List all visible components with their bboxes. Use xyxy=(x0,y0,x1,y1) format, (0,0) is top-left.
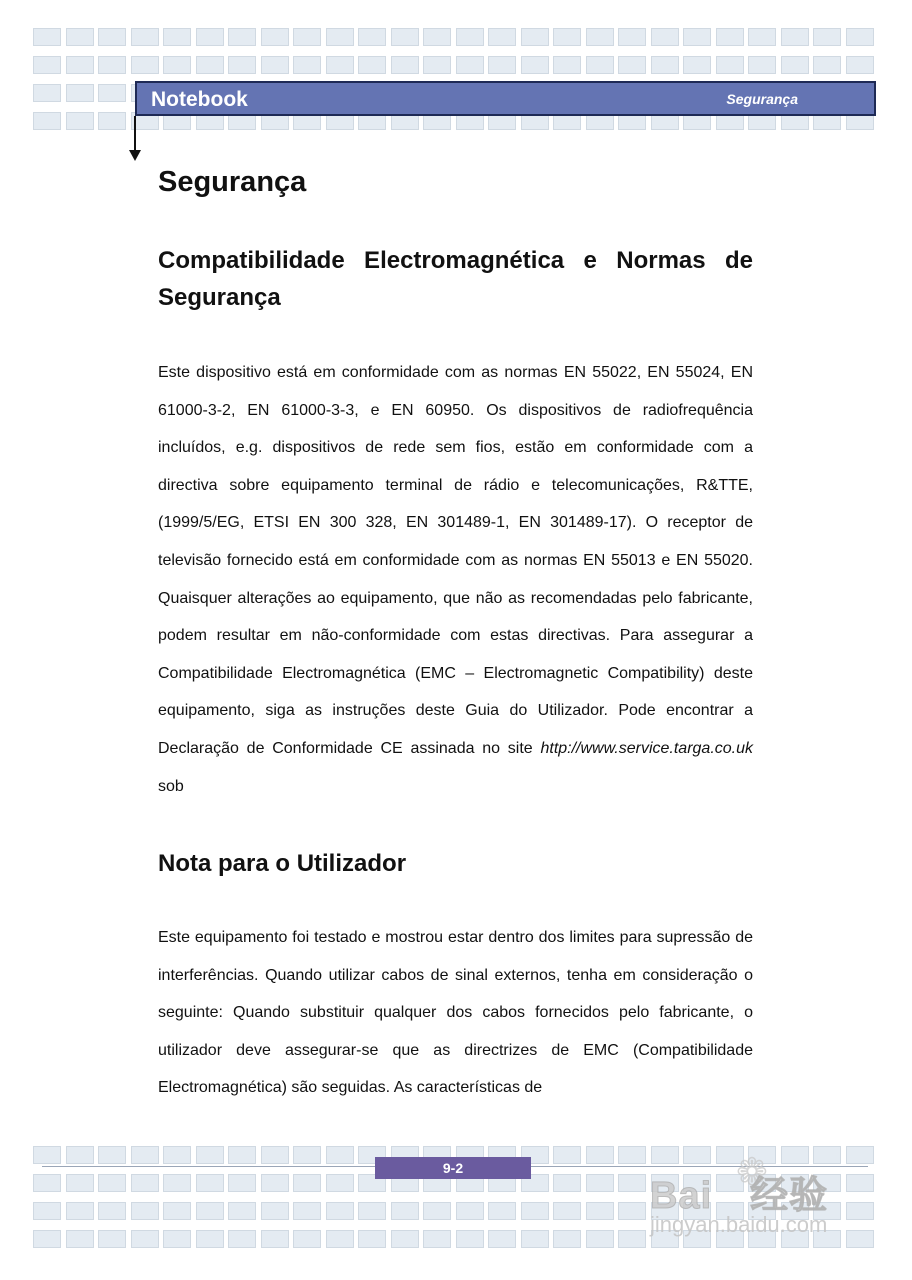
grid-tile xyxy=(456,1230,484,1248)
page-number-badge: 9-2 xyxy=(375,1157,531,1179)
grid-tile xyxy=(163,1174,191,1192)
grid-tile xyxy=(553,56,581,74)
grid-tile xyxy=(651,28,679,46)
section-heading-emc: Compatibilidade Electromagnética e Normas de Segurança xyxy=(158,247,753,311)
section-heading-user-note: Nota para o Utilizador xyxy=(158,850,407,877)
grid-tile xyxy=(163,1230,191,1248)
grid-tile xyxy=(261,28,289,46)
grid-tile xyxy=(488,56,516,74)
grid-tile xyxy=(456,1202,484,1220)
grid-tile xyxy=(131,1230,159,1248)
paragraph-emc xyxy=(158,354,753,805)
grid-tile xyxy=(326,56,354,74)
grid-tile xyxy=(326,1202,354,1220)
grid-tile xyxy=(618,28,646,46)
grid-tile xyxy=(66,56,94,74)
grid-tile xyxy=(228,1230,256,1248)
grid-tile xyxy=(391,28,419,46)
grid-tile xyxy=(456,56,484,74)
grid-tile xyxy=(618,1146,646,1164)
grid-tile xyxy=(391,1230,419,1248)
page-title: Segurança xyxy=(158,166,307,198)
grid-tile xyxy=(293,28,321,46)
grid-tile xyxy=(813,28,841,46)
grid-tile xyxy=(683,56,711,74)
grid-tile xyxy=(33,28,61,46)
grid-tile xyxy=(196,1202,224,1220)
grid-tile xyxy=(98,56,126,74)
grid-tile xyxy=(423,28,451,46)
grid-tile xyxy=(521,28,549,46)
grid-tile xyxy=(196,28,224,46)
grid-tile xyxy=(33,56,61,74)
grid-tile xyxy=(618,56,646,74)
header-title: Notebook xyxy=(151,88,248,111)
grid-tile xyxy=(228,56,256,74)
grid-tile xyxy=(326,28,354,46)
grid-tile xyxy=(131,1146,159,1164)
grid-tile xyxy=(293,1202,321,1220)
grid-tile xyxy=(98,84,126,102)
grid-tile xyxy=(423,1230,451,1248)
grid-tile xyxy=(131,1202,159,1220)
grid-tile xyxy=(586,1146,614,1164)
grid-tile xyxy=(748,56,776,74)
grid-tile xyxy=(228,28,256,46)
paw-icon: ❁ xyxy=(736,1152,768,1194)
grid-tile xyxy=(196,1230,224,1248)
grid-tile xyxy=(33,1230,61,1248)
grid-tile xyxy=(163,28,191,46)
watermark-site: jingyan.baidu.com xyxy=(650,1212,828,1237)
grid-tile xyxy=(553,28,581,46)
grid-tile xyxy=(521,1230,549,1248)
grid-tile xyxy=(66,84,94,102)
grid-tile xyxy=(33,1146,61,1164)
grid-tile xyxy=(586,56,614,74)
grid-tile xyxy=(228,1174,256,1192)
grid-tile xyxy=(423,56,451,74)
grid-tile xyxy=(456,28,484,46)
service-url-link[interactable]: http://www.service.targa.co.uk xyxy=(540,739,753,757)
grid-tile xyxy=(293,1174,321,1192)
grid-tile xyxy=(553,1230,581,1248)
grid-tile xyxy=(716,56,744,74)
grid-tile xyxy=(228,1202,256,1220)
grid-tile xyxy=(586,28,614,46)
grid-tile xyxy=(586,1202,614,1220)
grid-tile xyxy=(196,56,224,74)
grid-tile xyxy=(586,1174,614,1192)
grid-tile xyxy=(748,28,776,46)
grid-tile xyxy=(163,56,191,74)
grid-tile xyxy=(293,56,321,74)
grid-tile xyxy=(423,1202,451,1220)
grid-tile xyxy=(326,1174,354,1192)
header-bar xyxy=(135,81,876,116)
grid-tile xyxy=(488,1202,516,1220)
grid-tile xyxy=(651,56,679,74)
grid-tile xyxy=(521,1202,549,1220)
grid-tile xyxy=(618,1230,646,1248)
grid-tile xyxy=(488,28,516,46)
grid-tile xyxy=(163,1202,191,1220)
grid-tile xyxy=(358,56,386,74)
grid-tile xyxy=(66,1146,94,1164)
grid-tile xyxy=(261,1230,289,1248)
grid-tile xyxy=(781,28,809,46)
grid-tile xyxy=(261,56,289,74)
grid-tile xyxy=(196,1174,224,1192)
grid-tile xyxy=(618,1202,646,1220)
grid-tile xyxy=(131,1174,159,1192)
down-arrow-icon xyxy=(129,150,141,161)
grid-tile xyxy=(66,1202,94,1220)
grid-tile xyxy=(66,112,94,130)
grid-tile xyxy=(358,28,386,46)
grid-tile xyxy=(358,1230,386,1248)
grid-tile xyxy=(66,1174,94,1192)
grid-tile xyxy=(813,56,841,74)
grid-tile xyxy=(488,1230,516,1248)
paragraph-user-note: Este equipamento foi testado e mostrou estar dentro dos limites para supressão de interferências. Quando utilizar cabos de sinal externos, tenha em consideração o seguinte: Quando substituir qualquer dos cabos fornecidos pelo fabricante, o utilizador deve assegurar-se que as directrizes de EMC (Compatibilidade Electromagnética) são seguidas. As características de xyxy=(158,929,753,1097)
grid-tile xyxy=(33,112,61,130)
grid-tile xyxy=(33,1202,61,1220)
grid-tile xyxy=(66,28,94,46)
grid-tile xyxy=(293,1146,321,1164)
watermark-brand: Bai 经验 xyxy=(650,1175,829,1217)
grid-tile xyxy=(33,84,61,102)
grid-tile xyxy=(163,1146,191,1164)
grid-tile xyxy=(521,56,549,74)
grid-tile xyxy=(846,28,874,46)
grid-tile xyxy=(131,56,159,74)
grid-tile xyxy=(98,1202,126,1220)
grid-tile xyxy=(261,1202,289,1220)
grid-tile xyxy=(98,28,126,46)
grid-tile xyxy=(846,56,874,74)
grid-tile xyxy=(553,1202,581,1220)
grid-tile xyxy=(293,1230,321,1248)
paragraph-emc-end: sob xyxy=(158,777,184,795)
grid-tile xyxy=(326,1230,354,1248)
grid-tile xyxy=(98,1174,126,1192)
grid-tile xyxy=(358,1202,386,1220)
grid-tile xyxy=(261,1174,289,1192)
grid-tile xyxy=(391,56,419,74)
grid-tile xyxy=(261,1146,289,1164)
grid-tile xyxy=(326,1146,354,1164)
grid-tile xyxy=(781,56,809,74)
grid-tile xyxy=(131,28,159,46)
grid-tile xyxy=(683,28,711,46)
grid-tile xyxy=(66,1230,94,1248)
grid-tile xyxy=(228,1146,256,1164)
grid-tile xyxy=(196,1146,224,1164)
grid-tile xyxy=(553,1174,581,1192)
paragraph-emc-text: Este dispositivo está em conformidade com as normas EN 55022, EN 55024, EN 61000-3-2, EN 61000-3-3, e EN 60950. Os dispositivos de radiofrequência incluídos, e.g. dispositivos de rede sem fios, estão em conformidade com a directiva sobre equipamento terminal de rádio e telecomunicações, R&TTE, (1999/5/EG, ETSI EN 300 328, EN 301489-1, EN 301489-17). O receptor de televisão fornecido está em conformidade com as normas EN 55013 e EN 55020. Quaisquer alterações ao equipamento, que não as recomendadas pelo fabricante, podem resultar em não-conformidade com estas directivas. Para assegurar a Compatibilidade Electromagnética (EMC – Electromagnetic Compatibility) deste equipamento, siga as instruções deste Guia do Utilizador. Pode encontrar a Declaração de Conformidade CE assinada no site xyxy=(158,364,753,757)
header-section-label: Segurança xyxy=(726,91,798,107)
grid-tile xyxy=(98,1146,126,1164)
grid-tile xyxy=(553,1146,581,1164)
grid-tile xyxy=(33,1174,61,1192)
grid-tile xyxy=(586,1230,614,1248)
grid-tile xyxy=(98,1230,126,1248)
grid-tile xyxy=(391,1202,419,1220)
baidu-watermark xyxy=(650,1148,900,1248)
down-arrow-line xyxy=(134,116,136,154)
grid-tile xyxy=(98,112,126,130)
grid-tile xyxy=(716,28,744,46)
grid-tile xyxy=(618,1174,646,1192)
